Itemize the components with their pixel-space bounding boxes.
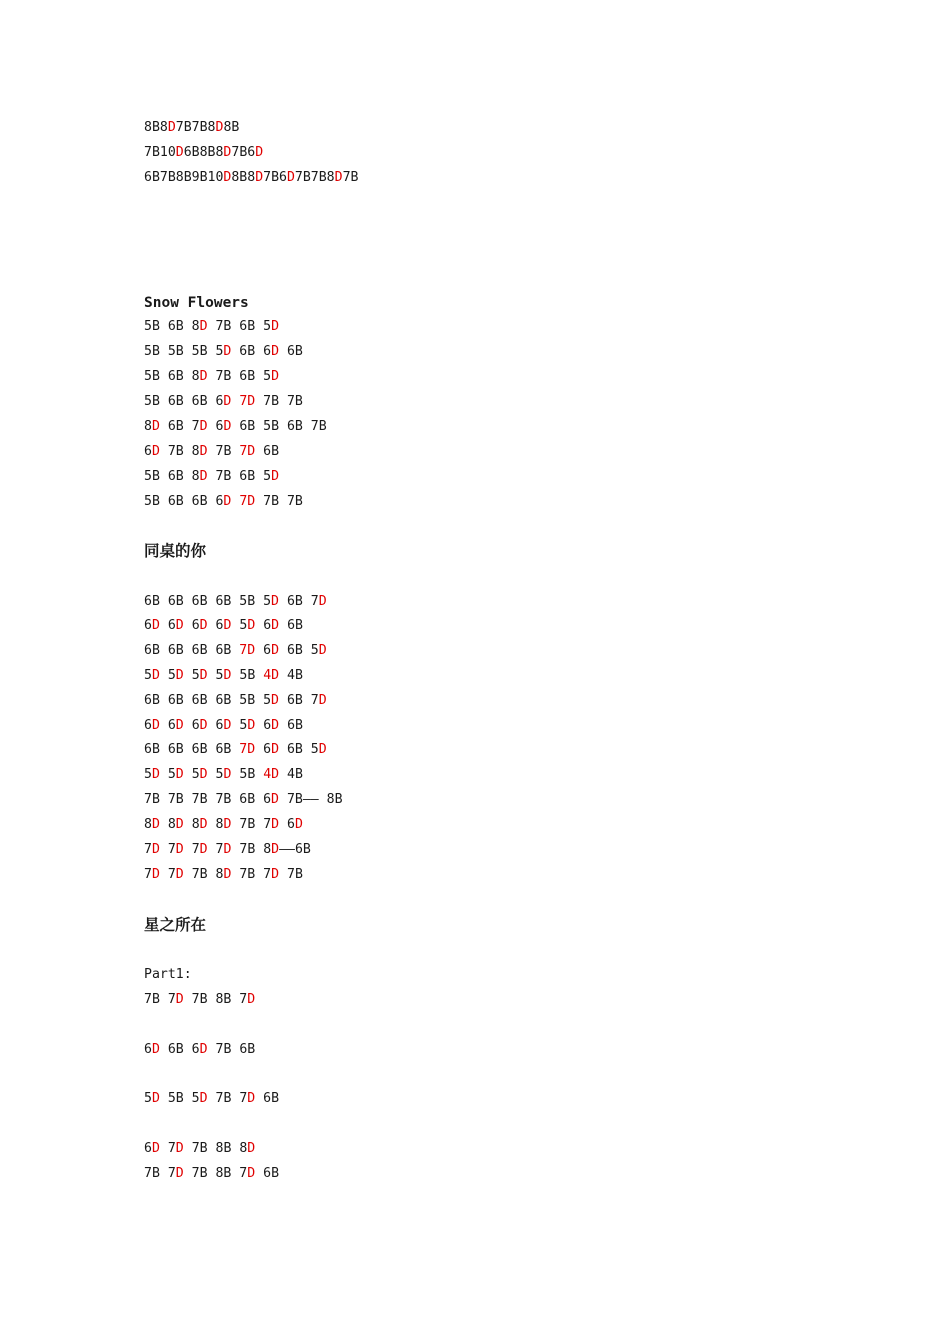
highlighted-note: D [199, 817, 208, 832]
highlighted-note: D [151, 419, 160, 434]
highlighted-note: D [271, 643, 280, 658]
note-text: 4B [279, 668, 303, 683]
note-text: 7B [342, 170, 359, 185]
highlighted-note: D [151, 867, 160, 882]
highlighted-note: 4D [263, 668, 280, 683]
highlighted-note: D [223, 494, 232, 509]
note-text: 7 [159, 842, 176, 857]
note-text: 6B7B8B9B10 [144, 170, 224, 185]
note-text: 6B 6 [231, 344, 272, 359]
highlighted-note: D [318, 594, 327, 609]
highlighted-note: D [151, 668, 160, 683]
highlighted-note: D [318, 693, 327, 708]
song-title: 星之所在 [144, 916, 207, 934]
highlighted-note: D [223, 718, 232, 733]
highlighted-note: D [175, 767, 184, 782]
note-text: 5 [207, 767, 224, 782]
notation-line [144, 594, 327, 610]
highlighted-note: D [175, 618, 184, 633]
note-text: 6B 6B 6B 6B 5B 5 [144, 693, 272, 708]
highlighted-note: D [223, 867, 232, 882]
highlighted-note: D [199, 1042, 208, 1057]
highlighted-note: D [151, 1042, 160, 1057]
note-text: 5B 6B 6B 6 [144, 394, 224, 409]
song-title: Snow Flowers [144, 295, 249, 311]
notation-line [144, 469, 279, 485]
note-text: 6B 7 [279, 594, 319, 609]
note-text: 6B 5B 6B 7B [231, 419, 327, 434]
highlighted-note: D [175, 1141, 184, 1156]
note-text: 5B [231, 767, 264, 782]
highlighted-note: D [247, 1141, 256, 1156]
highlighted-note: D [271, 369, 280, 384]
note-text: 6 [207, 618, 224, 633]
note-text: 5B 5B 5B 5 [144, 344, 224, 359]
highlighted-note: D [151, 1141, 160, 1156]
notation-line [144, 170, 358, 186]
note-text: 7B 8 [183, 867, 224, 882]
highlighted-note: D [271, 469, 280, 484]
highlighted-note: D [318, 643, 327, 658]
highlighted-note: D [223, 668, 232, 683]
highlighted-note: 7D [239, 444, 256, 459]
notation-line [144, 494, 303, 510]
note-text: 6B 7 [159, 419, 200, 434]
note-text: ——6B [279, 842, 311, 857]
notation-line [144, 1091, 279, 1107]
highlighted-note: D [175, 668, 184, 683]
note-text: 7B 8B 8 [183, 1141, 248, 1156]
part-label: Part1: [144, 967, 192, 982]
note-text: 7B 7 [144, 1166, 176, 1181]
note-text: 7B—— 8B [279, 792, 343, 807]
highlighted-note: D [286, 170, 295, 185]
highlighted-note: D [175, 992, 184, 1007]
notation-line [144, 992, 255, 1008]
notation-line [144, 718, 303, 734]
note-text: 5B [231, 668, 264, 683]
note-text: 6B 6B 6B 6B 5B 5 [144, 594, 272, 609]
note-text: 8 [159, 817, 176, 832]
note-text: 6B 6 [159, 1042, 200, 1057]
highlighted-note: D [318, 742, 327, 757]
note-text: 7B7B8 [175, 120, 216, 135]
highlighted-note: D [175, 867, 184, 882]
highlighted-note: D [223, 344, 232, 359]
note-text: 7B [279, 867, 303, 882]
note-text: 5 [207, 668, 224, 683]
highlighted-note: D [271, 344, 280, 359]
note-text: 6 [144, 718, 152, 733]
note-text: 7B 7B [255, 494, 303, 509]
highlighted-note: D [223, 767, 232, 782]
note-text: 5 [159, 767, 176, 782]
highlighted-note: D [271, 842, 280, 857]
note-text: 6 [255, 718, 272, 733]
highlighted-note: D [271, 742, 280, 757]
note-text: 7 [183, 842, 200, 857]
note-text: 7B 8B 7 [183, 992, 248, 1007]
notation-line [144, 792, 343, 808]
notation-line [144, 369, 279, 385]
highlighted-note: D [271, 319, 280, 334]
highlighted-note: D [199, 1091, 208, 1106]
note-text: 7B 7 [207, 1091, 248, 1106]
note-text: 6B 5 [279, 643, 319, 658]
note-text: 6B 5 [279, 742, 319, 757]
note-text: 5B 6B 8 [144, 369, 200, 384]
highlighted-note: D [151, 842, 160, 857]
notation-line [144, 693, 327, 709]
notation-line [144, 444, 279, 460]
notation-line [144, 668, 303, 684]
note-text: 6B [255, 1091, 280, 1106]
note-text: 5B 5 [159, 1091, 200, 1106]
highlighted-note: 7D [239, 494, 256, 509]
note-text: 6 [279, 817, 295, 832]
note-text: 6 [207, 419, 224, 434]
notation-line [144, 319, 279, 335]
note-text: 6B 6B 6B 6B [144, 742, 240, 757]
note-text: 6 [144, 444, 152, 459]
highlighted-note: 7D [239, 742, 256, 757]
notation-line [144, 394, 303, 410]
highlighted-note: D [175, 718, 184, 733]
highlighted-note: D [271, 817, 280, 832]
note-text: 6 [159, 718, 176, 733]
note-text: 5B 6B 8 [144, 319, 200, 334]
note-text: 7B 7 [144, 992, 176, 1007]
highlighted-note: D [223, 170, 232, 185]
highlighted-note: D [151, 444, 160, 459]
note-text: 8B8 [231, 170, 256, 185]
notation-line [144, 120, 239, 136]
note-text: 6B [255, 444, 280, 459]
note-text: 7B 8 [231, 842, 272, 857]
note-text: 6 [144, 618, 152, 633]
note-text: 6 [255, 618, 272, 633]
highlighted-note: D [167, 120, 176, 135]
note-text: 6 [159, 618, 176, 633]
highlighted-note: D [199, 842, 208, 857]
highlighted-note: D [199, 668, 208, 683]
note-text: 7B 6B 5 [207, 469, 272, 484]
note-text: 7B7B8 [294, 170, 335, 185]
highlighted-note: D [175, 842, 184, 857]
note-text: 7B 6B 5 [207, 319, 272, 334]
notation-line [144, 1042, 255, 1058]
highlighted-note: D [199, 369, 208, 384]
notation-line [144, 344, 303, 360]
note-text: 6 [207, 718, 224, 733]
highlighted-note: D [151, 1091, 160, 1106]
note-text: 5 [144, 767, 152, 782]
highlighted-note: D [199, 419, 208, 434]
note-text: 8B8 [144, 120, 168, 135]
highlighted-note: D [151, 718, 160, 733]
note-text: 8 [207, 817, 224, 832]
highlighted-note: D [255, 145, 264, 160]
highlighted-note: D [271, 618, 280, 633]
note-text: 6B [279, 718, 303, 733]
highlighted-note: D [255, 170, 264, 185]
highlighted-note: D [271, 693, 279, 708]
note-text: 4B [279, 767, 303, 782]
song-title: 同桌的你 [144, 542, 207, 560]
notation-line [144, 1141, 255, 1157]
note-text: 6B 6B 6B 6B [144, 643, 240, 658]
note-text: 7 [159, 1141, 176, 1156]
highlighted-note: D [271, 718, 280, 733]
highlighted-note: D [271, 792, 279, 807]
note-text: 6 [183, 718, 200, 733]
note-text: 6B 7 [279, 693, 319, 708]
note-text: 5 [183, 767, 200, 782]
highlighted-note: D [175, 1166, 184, 1181]
notation-line [144, 145, 263, 161]
note-text: 5 [183, 668, 200, 683]
notation-line [144, 1166, 279, 1182]
highlighted-note: D [151, 817, 160, 832]
note-text: 5B 6B 6B 6 [144, 494, 224, 509]
note-text: 5 [159, 668, 176, 683]
highlighted-note: D [223, 394, 232, 409]
highlighted-note: D [199, 469, 208, 484]
note-text: 7 [159, 867, 176, 882]
note-text: 7B 7B 7B 7B 6B 6 [144, 792, 272, 807]
note-text: 7B6 [263, 170, 287, 185]
highlighted-note: D [223, 618, 232, 633]
note-text: 7 [144, 842, 152, 857]
highlighted-note: D [223, 842, 232, 857]
note-text: 7B 7B [255, 394, 303, 409]
note-text: 7B 7 [231, 867, 272, 882]
highlighted-note: 4D [263, 767, 280, 782]
notation-line [144, 618, 303, 634]
note-text: 6 [255, 742, 272, 757]
highlighted-note: D [175, 145, 184, 160]
highlighted-note: D [199, 444, 208, 459]
highlighted-note: D [247, 992, 256, 1007]
note-text: 5 [144, 1091, 152, 1106]
notation-line [144, 817, 303, 833]
highlighted-note: D [334, 170, 343, 185]
note-text: 7 [207, 842, 224, 857]
notation-line [144, 643, 327, 659]
note-text: 5B 6B 8 [144, 469, 200, 484]
note-text: 5 [144, 668, 152, 683]
note-text: 7B 6B [207, 1042, 256, 1057]
note-text: 6 [144, 1141, 152, 1156]
note-text: 6 [144, 1042, 152, 1057]
note-text: 6B [279, 344, 303, 359]
highlighted-note: D [271, 594, 279, 609]
highlighted-note: D [199, 319, 208, 334]
note-text: 7B6 [231, 145, 256, 160]
note-text: 8 [144, 419, 152, 434]
highlighted-note: D [247, 618, 256, 633]
highlighted-note: 7D [239, 643, 256, 658]
highlighted-note: D [223, 817, 232, 832]
notation-line [144, 742, 327, 758]
note-text: 8B [223, 120, 240, 135]
note-text: 7B 7 [231, 817, 272, 832]
note-text: 6B [279, 618, 303, 633]
notation-line [144, 767, 303, 783]
note-text: 8 [144, 817, 152, 832]
note-text: 6B8B8 [183, 145, 224, 160]
highlighted-note: D [151, 767, 160, 782]
highlighted-note: D [175, 817, 184, 832]
note-text: 7B [207, 444, 240, 459]
highlighted-note: D [199, 767, 208, 782]
highlighted-note: D [294, 817, 303, 832]
note-text: 7B 8 [159, 444, 200, 459]
notation-line [144, 842, 311, 858]
highlighted-note: D [247, 1091, 256, 1106]
highlighted-note: D [151, 618, 160, 633]
note-text: 6B [255, 1166, 280, 1181]
highlighted-note: D [199, 718, 208, 733]
highlighted-note: D [271, 867, 280, 882]
notation-line [144, 867, 303, 883]
note-text: 7B10 [144, 145, 176, 160]
note-text: 7B 6B 5 [207, 369, 272, 384]
note-text: 5 [231, 618, 248, 633]
highlighted-note: D [247, 718, 256, 733]
highlighted-note: 7D [239, 394, 256, 409]
highlighted-note: D [223, 419, 232, 434]
note-text: 7 [144, 867, 152, 882]
note-text: 6 [183, 618, 200, 633]
highlighted-note: D [199, 618, 208, 633]
highlighted-note: D [247, 1166, 256, 1181]
highlighted-note: D [215, 120, 224, 135]
highlighted-note: D [223, 145, 232, 160]
note-text: 8 [183, 817, 200, 832]
note-text: 5 [231, 718, 248, 733]
note-text: 6 [255, 643, 272, 658]
note-text: 7B 8B 7 [183, 1166, 248, 1181]
notation-line [144, 419, 327, 435]
